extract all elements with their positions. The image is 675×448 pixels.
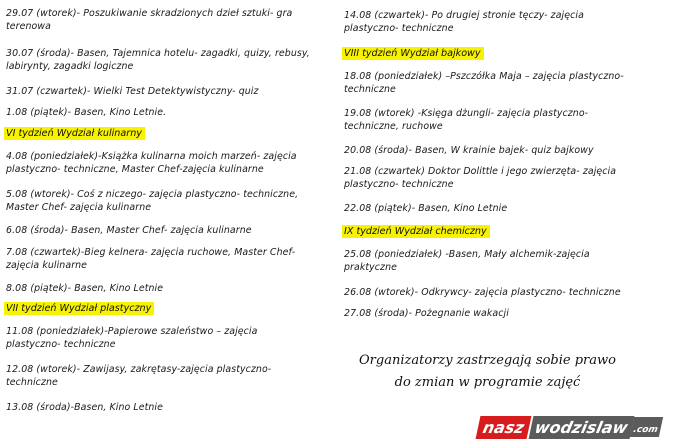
schedule-entry: 25.08 (poniedziałek) -Basen, Mały alchemik-zajęcia praktyczne [344, 249, 590, 273]
schedule-entry: 7.08 (czwartek)-Bieg kelnera- zajęcia ruchowe, Master Chef- zajęcia kulinarne [6, 247, 296, 271]
logo-part-nasz: nasz [476, 416, 532, 439]
schedule-entry: 21.08 (czwartek) Doktor Dolittle i jego zwierzęta- zajęcia plastyczno- techniczne [344, 166, 617, 190]
week-6-heading: VI tydzień Wydział kulinarny [4, 127, 145, 140]
logo-part-wodzislaw: wodzislaw [529, 416, 634, 439]
schedule-entry: 4.08 (poniedziałek)-Książka kulinarna moich marzeń- zajęcia plastyczno- techniczne, Master Chef-zajęcia kulinarne [6, 151, 297, 175]
week-7-heading: VII tydzień Wydział plastyczny [4, 302, 154, 315]
schedule-entry: 13.08 (środa)-Basen, Kino Letnie [6, 402, 164, 413]
schedule-entry: 30.07 (środa)- Basen, Tajemnica hotelu- zagadki, quizy, rebusy, labirynty, zagadki logiczne [6, 48, 310, 72]
week-8-heading: VIII tydzień Wydział bajkowy [342, 47, 484, 60]
organizers-note-line-1: Organizatorzy zastrzegają sobie prawo [359, 353, 616, 368]
schedule-entry: 18.08 (poniedziałek) –Pszczółka Maja – zajęcia plastyczno- techniczne [344, 71, 624, 95]
week-9-heading: IX tydzień Wydział chemiczny [342, 225, 490, 238]
schedule-entry: 11.08 (poniedziałek)-Papierowe szaleństwo – zajęcia plastyczno- techniczne [6, 326, 258, 350]
schedule-entry: 27.08 (środa)- Pożegnanie wakacji [344, 308, 509, 319]
schedule-entry: 6.08 (środa)- Basen, Master Chef- zajęcia kulinarne [6, 225, 252, 236]
schedule-entry: 14.08 (czwartek)- Po drugiej stronie tęczy- zajęcia plastyczno- techniczne [344, 10, 584, 34]
schedule-entry: 29.07 (wtorek)- Poszukiwanie skradzionych dzieł sztuki- gra terenowa [6, 8, 293, 32]
nasz-wodzislaw-logo [478, 414, 661, 440]
schedule-entry: 20.08 (środa)- Basen, W krainie bajek- quiz bajkowy [344, 145, 594, 156]
schedule-entry: 5.08 (wtorek)- Coś z niczego- zajęcia plastyczno- techniczne, Master Chef- zajęcia kulinarne [6, 189, 299, 213]
schedule-entry: 12.08 (wtorek)- Zawijasy, zakrętasy-zajęcia plastyczno- techniczne [6, 364, 272, 388]
schedule-entry: 1.08 (piątek)- Basen, Kino Letnie. [6, 107, 167, 118]
schedule-entry: 22.08 (piątek)- Basen, Kino Letnie [344, 203, 508, 214]
schedule-entry: 26.08 (wtorek)- Odkrywcy- zajęcia plastyczno- techniczne [344, 287, 621, 298]
organizers-note-line-2: do zmian w programie zajęć [394, 375, 581, 390]
schedule-entry: 31.07 (czwartek)- Wielki Test Detektywistyczny- quiz [6, 86, 259, 97]
schedule-entry: 19.08 (wtorek) -Księga dżungli- zajęcia plastyczno- techniczne, ruchowe [344, 108, 589, 132]
logo-part-com: .com [630, 417, 664, 437]
schedule-entry: 8.08 (piątek)- Basen, Kino Letnie [6, 283, 164, 294]
